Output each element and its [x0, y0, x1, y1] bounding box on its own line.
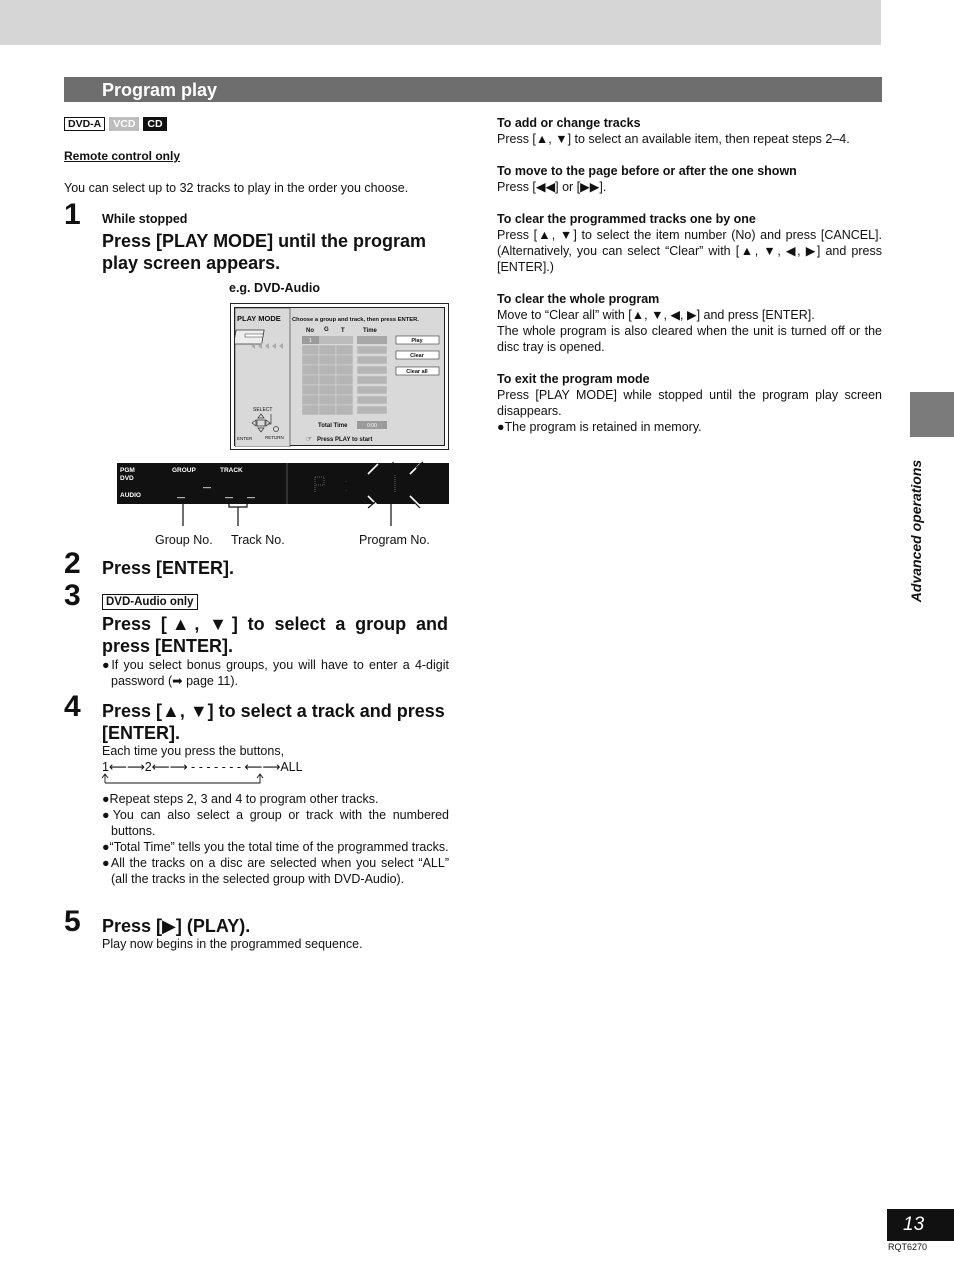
right-text-clear-one: Press [▲, ▼] to select the item number (No) and press [CANCEL]. (Alternatively, you can select “Clear” with [▲, ▼, ◀, ▶] and press [ENTER].) [497, 228, 882, 274]
screen-press-play: Press PLAY to start [317, 437, 373, 443]
step-5-number: 5 [64, 905, 81, 938]
disc-badges [64, 117, 167, 131]
side-label [906, 448, 926, 613]
step-4-each: Each time you press the buttons, [102, 744, 285, 758]
right-heading-clear-all: To clear the whole program [497, 292, 660, 306]
right-heading-clear-one: To clear the programmed tracks one by one [497, 212, 756, 226]
screen-clear-all-label: Clear all [406, 369, 428, 375]
screen-play-label: Play [411, 338, 423, 344]
screen-col-no: No [306, 328, 314, 334]
screen-clear-label: Clear [410, 353, 424, 359]
step-4-bullets [102, 791, 449, 887]
caption-track-no: Track No. [231, 533, 285, 547]
step-1-heading: Press [PLAY MODE] until the program play screen appears. [102, 231, 427, 273]
dvd-audio-only-badge: DVD-Audio only [102, 594, 198, 610]
right-text-clear-all-2: The whole program is also cleared when the unit is turned off or the disc tray is opened. [497, 324, 882, 354]
step-3-bullet [102, 657, 449, 689]
step-4-sequence: 1⟵⟶2⟵⟶ - - - - - - - ⟵⟶ALL [102, 760, 303, 774]
badge-dvd-a: DVD-A [64, 117, 105, 131]
step-2-heading: Press [ENTER]. [102, 558, 235, 578]
badge-cd: CD [143, 117, 166, 131]
example-label: e.g. DVD-Audio [229, 281, 320, 295]
screen-select: SELECT [253, 407, 273, 413]
screen-first-no: 1 [309, 338, 312, 344]
right-text-clear-all: Move to “Clear all” with [▲, ▼, ◀, ▶] and press [ENTER]. [497, 308, 815, 322]
right-heading-add: To add or change tracks [497, 116, 641, 130]
display-audio: AUDIO [120, 492, 141, 499]
screen-col-g: G [324, 327, 329, 333]
caption-program-no: Program No. [359, 533, 430, 547]
step-2-number: 2 [64, 547, 81, 580]
program-screen [234, 307, 445, 446]
step-4-bullet: ●All the tracks on a disc are selected when you select “ALL” (all the tracks in the selected group with DVD-Audio). [102, 856, 449, 886]
section-heading-bar [64, 77, 882, 102]
screen-col-t: T [341, 328, 345, 334]
remote-only-label: Remote control only [64, 149, 181, 163]
right-heading-page: To move to the page before or after the one shown [497, 164, 797, 178]
screen-total-value: 0:00 [367, 423, 377, 429]
display-group: GROUP [172, 467, 196, 474]
screen-play-mode: PLAY MODE [237, 314, 281, 323]
top-bar [0, 0, 881, 45]
page-number: 13 [903, 1214, 925, 1235]
right-text-add: Press [▲, ▼] to select an available item, then repeat steps 2–4. [497, 132, 850, 146]
section-title: Program play [102, 80, 218, 100]
step-3-heading: Press [▲, ▼] to select a group and press [ENTER]. [102, 614, 448, 656]
right-text-exit: Press [PLAY MODE] while stopped until the program play screen disappears. [497, 388, 882, 418]
step-3-bullet-text: ●If you select bonus groups, you will have to enter a 4-digit password (➡ page 11). [102, 658, 449, 688]
step-4-bullet: ●Repeat steps 2, 3 and 4 to program other tracks. [102, 792, 379, 806]
doc-code: RQT6270 [888, 1242, 928, 1252]
side-label-text: Advanced operations [908, 459, 924, 602]
display-dvd: DVD [120, 475, 134, 482]
step-4-bullet: ●You can also select a group or track with the numbered buttons. [102, 808, 449, 838]
display-pgm: PGM [120, 467, 135, 474]
screen-enter: ENTER [237, 436, 253, 441]
display-annotations [117, 456, 449, 528]
step-5-desc: Play now begins in the programmed sequence. [102, 937, 363, 951]
step-3-number: 3 [64, 579, 81, 612]
screen-instruction: Choose a group and track, then press ENTER. [292, 317, 419, 323]
right-text-exit-bullet: ●The program is retained in memory. [497, 420, 702, 434]
caption-group-no: Group No. [155, 533, 213, 547]
step-4-number: 4 [64, 690, 81, 723]
right-heading-exit: To exit the program mode [497, 372, 650, 386]
right-text-page: Press [◀◀] or [▶▶]. [497, 180, 607, 194]
program-table [302, 336, 387, 415]
program-screen-svg [235, 308, 446, 447]
intro-text: You can select up to 32 tracks to play in the order you choose. [64, 181, 409, 195]
screen-return: RETURN [265, 435, 284, 440]
sequence-loop-arrow [102, 773, 267, 785]
badge-vcd: VCD [109, 117, 139, 131]
step-1-number: 1 [64, 198, 81, 231]
page-number-box [887, 1209, 954, 1241]
step-4-heading: Press [▲, ▼] to select a track and press [ENTER]. [102, 701, 445, 743]
screen-col-time: Time [363, 328, 377, 334]
program-screen-figure [230, 303, 449, 450]
display-track: TRACK [220, 467, 243, 474]
step-4-bullet: ●“Total Time” tells you the total time of the programmed tracks. [102, 840, 449, 854]
step-1-pre: While stopped [102, 212, 188, 226]
screen-total-time: Total Time [318, 423, 348, 429]
step-5-heading: Press [▶] (PLAY). [102, 916, 251, 936]
side-tab [910, 392, 954, 437]
hand-pointer-icon: ☞ [306, 435, 313, 443]
